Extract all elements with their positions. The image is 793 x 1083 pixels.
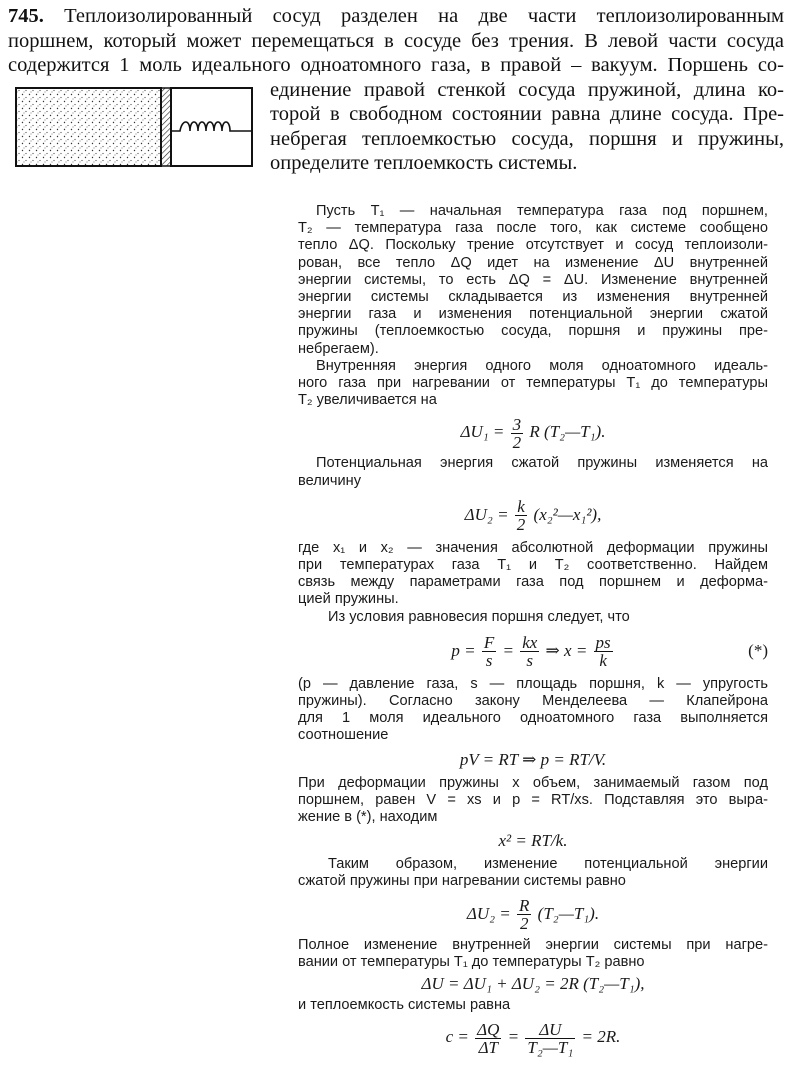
formula-du2-result: ΔU₂ = $\frac{R}{2}$ (T₂—T₁). bbox=[466, 896, 600, 934]
piston bbox=[161, 88, 171, 166]
text-line: Из условия равновесия поршня следует, что bbox=[328, 608, 630, 625]
formula-equilibrium: p = $\frac{F}{s}$ = $\frac{kx}{s}$ ⇒ x = $\frac{ps}{k}$ (*) bbox=[298, 626, 768, 676]
text-line: Потенциальная энергия сжатой пружины изменяется на bbox=[316, 455, 768, 472]
text-line: Таким образом, изменение потенциальной энергии bbox=[328, 856, 768, 873]
problem-number: 745. bbox=[8, 5, 44, 27]
text-line: жение в (*), находим bbox=[298, 809, 438, 826]
problem-line: определите теплоемкость системы. bbox=[270, 152, 578, 174]
text-line: вании от температуры T₁ до температуры T₂ равно bbox=[298, 953, 645, 970]
formula-x-squared: x² = RT/k. bbox=[498, 831, 568, 851]
text-line: пружины). Согласно закону Менделеева — Клапейрона bbox=[298, 693, 768, 710]
equation-tag: (*) bbox=[748, 640, 768, 660]
text-line: (p — давление газа, s — площадь поршня, k — упругость bbox=[298, 675, 768, 692]
text-line: небрегаем). bbox=[298, 340, 379, 357]
formula-clapeyron: pV = RT ⇒ p = RT/V. bbox=[459, 749, 607, 769]
text-line: величину bbox=[298, 472, 361, 489]
text-line: T₂ — температура газа после того, как системе сообщено bbox=[298, 220, 768, 237]
text-line: рован, все тепло ΔQ идет на изменение ΔU внутренней bbox=[298, 254, 768, 271]
text-line: Внутренняя энергия одного моля одноатомного идеаль- bbox=[316, 357, 768, 374]
problem-line: небрегая теплоемкостью сосуда, поршня и пружины, bbox=[270, 127, 784, 150]
problem-line: 745. Теплоизолированный сосуд разделен на две части теплоизолированным bbox=[8, 5, 784, 27]
formula-du1: ΔU₁ = $\frac{3}{2}$ R (T₂—T₁). bbox=[460, 415, 606, 453]
formula-du2: ΔU₂ = $\frac{k}{2}$ (x₂²—x₁²), bbox=[464, 497, 602, 535]
formula-total-du: ΔU = ΔU₁ + ΔU₂ = 2R (T₂—T₁), bbox=[421, 974, 645, 994]
text-line: энергии системы, то есть ΔQ = ΔU. Изменение внутренней bbox=[298, 271, 768, 288]
text-line: и теплоемкость системы равна bbox=[298, 997, 511, 1014]
text-line: Пусть T₁ — начальная температура газа под поршнем, bbox=[316, 203, 768, 219]
text-line: цией пружины. bbox=[298, 591, 399, 608]
problem-line: торой в свободном состоянии равна длине сосуда. Пре- bbox=[270, 103, 784, 125]
text-line: где x₁ и x₂ — значения абсолютной деформации пружины bbox=[298, 539, 768, 556]
vacuum-region bbox=[171, 88, 252, 166]
text-line: при температурах газа T₁ и T₂ соответственно. Найдем bbox=[298, 557, 768, 574]
text-line: тепло ΔQ. Поскольку трение отсутствует и сосуд теплоизоли- bbox=[298, 237, 768, 254]
text-line: соотношение bbox=[298, 727, 389, 744]
formula-heat-capacity: c = $\frac{\Delta Q}{\Delta T}$ = $\frac{\Delta U}{\text{T₂—T₁}}$ = 2R. bbox=[445, 1019, 621, 1057]
text-line: пружины (теплоемкостью сосуда, поршня и пружины пре- bbox=[298, 323, 768, 340]
spring bbox=[171, 122, 252, 131]
problem-line: содержится 1 моль идеального одноатомного газа, в правой – вакуум. Поршень со- bbox=[8, 54, 784, 76]
gas-region bbox=[16, 88, 161, 166]
solution-text bbox=[298, 203, 768, 1060]
text-line: энергии системы складывается из изменения внутренней bbox=[298, 289, 768, 306]
problem-line: поршнем, который может перемещаться в сосуде без трения. В левой части сосуда bbox=[8, 29, 784, 52]
vessel-diagram bbox=[14, 86, 254, 168]
text-line: связь между параметрами газа под поршнем и деформа- bbox=[298, 574, 768, 591]
text-line: T₂ увеличивается на bbox=[298, 392, 437, 409]
problem-line: единение правой стенкой сосуда пружиной, длина ко- bbox=[270, 78, 784, 101]
text-line: для 1 моля идеального одноатомного газа выполняется bbox=[298, 710, 768, 727]
text-line: Полное изменение внутренней энергии системы при нагре- bbox=[298, 936, 768, 953]
text-line: поршнем, равен V = xs и p = RT/xs. Подставляя это выра- bbox=[298, 791, 768, 808]
text-line: При деформации пружины x объем, занимаемый газом под bbox=[298, 774, 768, 791]
text-line: сжатой пружины при нагревании системы равно bbox=[298, 873, 626, 890]
text-line: энергии газа и изменения потенциальной энергии сжатой bbox=[298, 306, 768, 323]
text-line: ного газа при нагревании от температуры T₁ до температуры bbox=[298, 375, 768, 392]
